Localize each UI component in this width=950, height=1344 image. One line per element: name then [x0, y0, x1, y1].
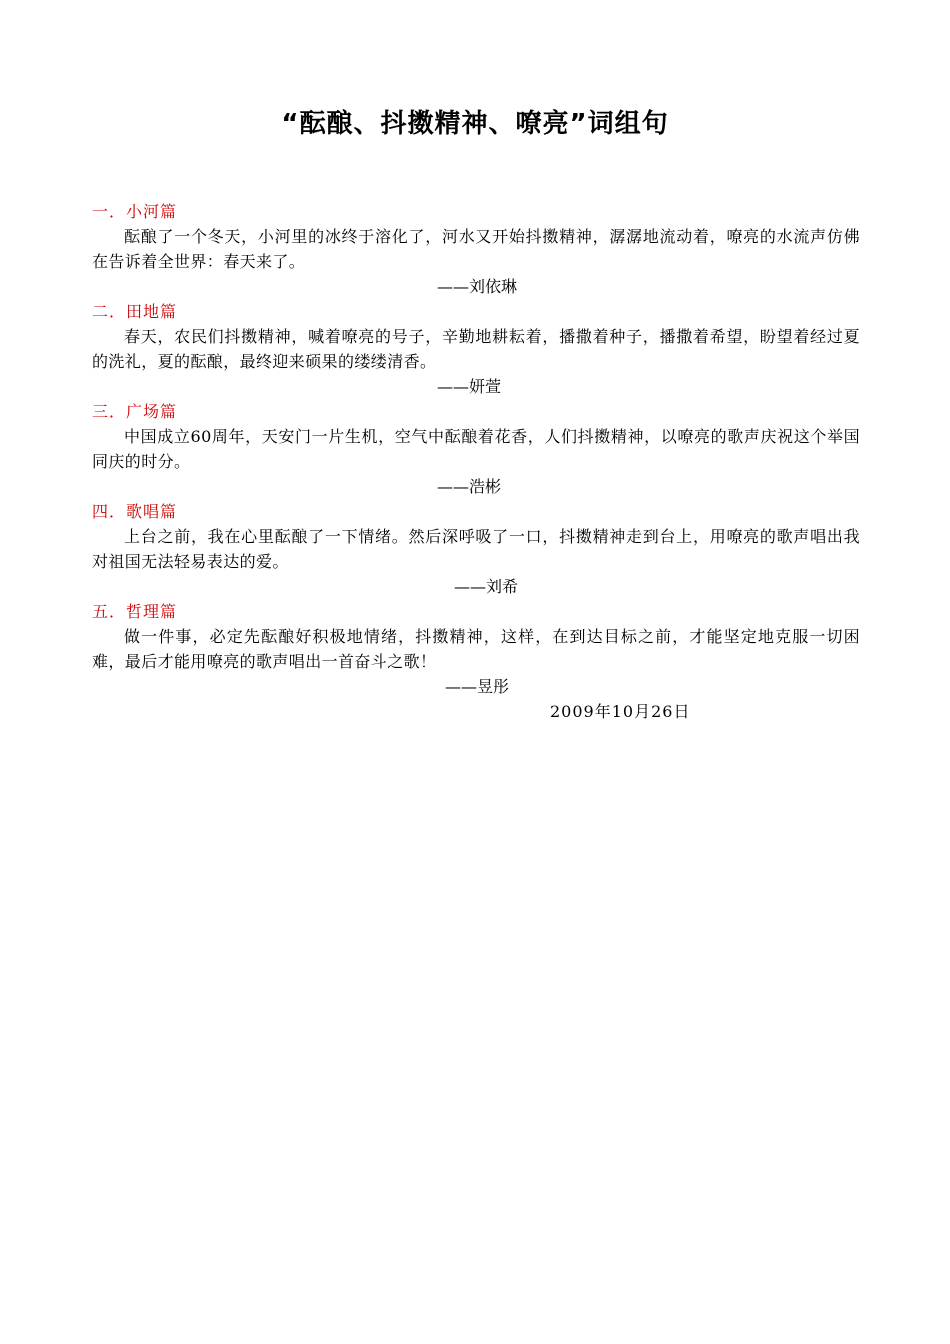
- section-river: [92, 199, 860, 299]
- section-singing: [92, 499, 860, 599]
- section-text: 做一件事，必定先酝酿好积极地情绪，抖擞精神，这样，在到达目标之前，才能坚定地克服一切困难，最后才能用嘹亮的歌声唱出一首奋斗之歌！: [92, 627, 860, 671]
- section-author: ——刘希: [454, 577, 519, 596]
- section-field: [92, 299, 860, 399]
- section-text: 酝酿了一个冬天，小河里的冰终于溶化了，河水又开始抖擞精神，潺潺地流动着，嘹亮的水流声仿佛在告诉着全世界：春天来了。: [92, 227, 860, 271]
- section-author-line: [92, 474, 860, 499]
- date-line: [92, 699, 860, 724]
- section-author-line: [92, 674, 860, 699]
- section-square: [92, 399, 860, 499]
- section-heading: 一．小河篇: [92, 202, 178, 221]
- section-author-line: [92, 374, 860, 399]
- section-text: 中国成立60周年，天安门一片生机，空气中酝酿着花香，人们抖擞精神，以嘹亮的歌声庆祝这个举国同庆的时分。: [92, 427, 860, 471]
- section-heading: 三．广场篇: [92, 402, 178, 421]
- document-body: [92, 199, 860, 724]
- section-text: 春天，农民们抖擞精神，喊着嘹亮的号子，辛勤地耕耘着，播撒着种子，播撒着希望，盼望着经过夏的洗礼，夏的酝酿，最终迎来硕果的缕缕清香。: [92, 327, 860, 371]
- section-heading: 二．田地篇: [92, 302, 178, 321]
- document-title: “酝酿、抖擞精神、嘹亮”词组句: [281, 109, 669, 139]
- section-heading: 四．歌唱篇: [92, 502, 178, 521]
- section-author: ——妍萱: [437, 377, 502, 396]
- section-text: 上台之前，我在心里酝酿了一下情绪。然后深呼吸了一口，抖擞精神走到台上，用嘹亮的歌声唱出我对祖国无法轻易表达的爱。: [92, 527, 860, 571]
- section-author: ——刘依琳: [437, 277, 518, 296]
- section-philosophy: [92, 599, 860, 699]
- section-author-line: [92, 574, 860, 599]
- section-author-line: [92, 274, 860, 299]
- section-heading: 五．哲理篇: [92, 602, 178, 621]
- section-author: ——浩彬: [437, 477, 502, 496]
- document-date: 2009年10月26日: [550, 702, 691, 721]
- section-author: ——昱彤: [445, 677, 510, 696]
